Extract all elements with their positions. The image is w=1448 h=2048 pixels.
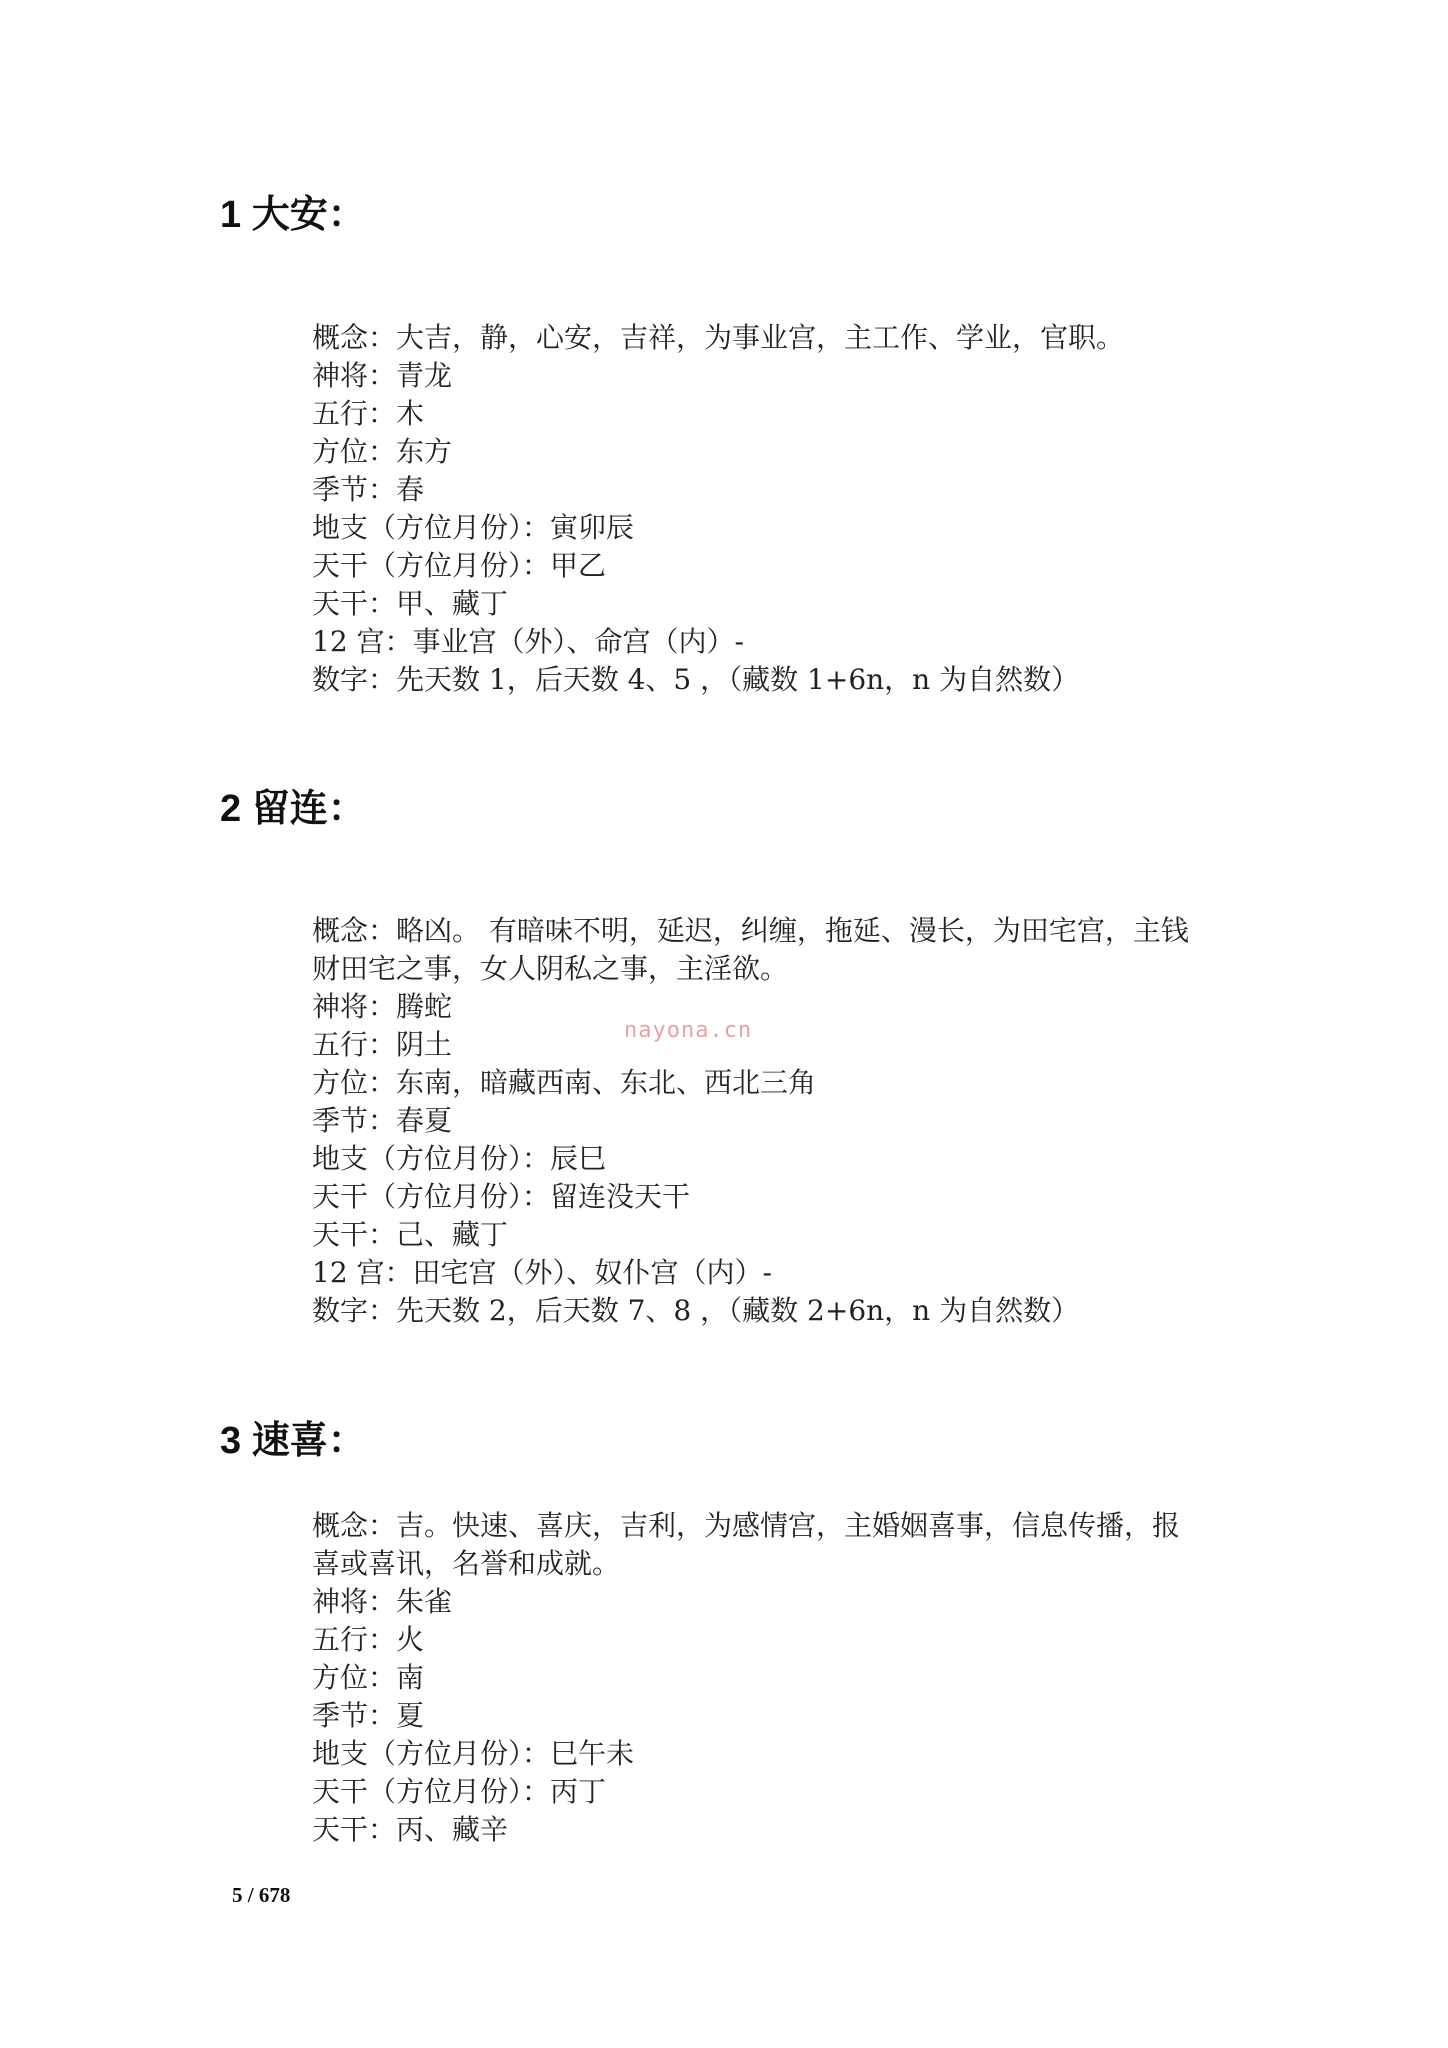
section-2-line: 神将：腾蛇 bbox=[312, 990, 453, 1023]
section-1-line: 五行：木 bbox=[312, 397, 425, 430]
page-number: 5 / 678 bbox=[232, 1883, 291, 1907]
section-3-lines bbox=[312, 1507, 1272, 1849]
section-2-line: 季节：春夏 bbox=[312, 1104, 453, 1137]
section-3-line: 方位：南 bbox=[312, 1661, 425, 1694]
section-2-lines bbox=[312, 912, 1272, 1330]
section-2-line: 财田宅之事，女人阴私之事，主淫欲。 bbox=[312, 952, 789, 985]
section-2-line: 天干（方位月份）：留连没天干 bbox=[312, 1180, 691, 1213]
section-1-line: 天干（方位月份）：甲乙 bbox=[312, 549, 607, 582]
section-1-line: 神将：青龙 bbox=[312, 359, 453, 392]
watermark: nayona.cn bbox=[624, 1018, 753, 1043]
section-1-line: 天干：甲、藏丁 bbox=[312, 587, 509, 620]
section-1-heading: 1 大安： bbox=[220, 194, 366, 236]
section-2-line: 天干：己、藏丁 bbox=[312, 1218, 509, 1251]
section-2-line: 数字：先天数 2，后天数 7、8 ，（藏数 2+6n，n 为自然数） bbox=[312, 1294, 1080, 1327]
section-2-line: 五行：阴土 bbox=[312, 1028, 453, 1061]
section-2-line: 概念：略凶。 有暗味不明，延迟，纠缠，拖延、漫长，为田宅宫，主钱 bbox=[312, 914, 1189, 947]
section-1-line: 季节：春 bbox=[312, 473, 425, 506]
section-3-heading: 3 速喜： bbox=[220, 1420, 366, 1462]
section-1-line: 12 宫：事业宫（外）、命宫（内）- bbox=[312, 625, 744, 658]
section-3-line: 喜或喜讯，名誉和成就。 bbox=[312, 1547, 621, 1580]
section-2-line: 方位：东南，暗藏西南、东北、西北三角 bbox=[312, 1066, 817, 1099]
section-3-line: 五行：火 bbox=[312, 1623, 425, 1656]
section-1-line: 概念：大吉，静，心安，吉祥，为事业宫，主工作、学业，官职。 bbox=[312, 321, 1125, 354]
section-3-line: 概念：吉。快速、喜庆，吉利，为感情宫，主婚姻喜事，信息传播，报 bbox=[312, 1509, 1181, 1542]
section-2-line: 地支（方位月份）：辰巳 bbox=[312, 1142, 607, 1175]
section-1-lines bbox=[312, 319, 1272, 699]
section-1-line: 方位：东方 bbox=[312, 435, 453, 468]
section-3-line: 季节：夏 bbox=[312, 1699, 425, 1732]
section-2-line: 12 宫：田宅宫（外）、奴仆宫（内）- bbox=[312, 1256, 772, 1289]
section-3-line: 神将：朱雀 bbox=[312, 1585, 453, 1618]
section-1-line: 地支（方位月份）：寅卯辰 bbox=[312, 511, 635, 544]
section-2-heading: 2 留连： bbox=[220, 788, 366, 830]
section-3-line: 天干：丙、藏辛 bbox=[312, 1813, 509, 1846]
section-1-line: 数字：先天数 1，后天数 4、5 ，（藏数 1+6n，n 为自然数） bbox=[312, 663, 1080, 696]
section-3-line: 地支（方位月份）：巳午未 bbox=[312, 1737, 635, 1770]
section-3-line: 天干（方位月份）：丙丁 bbox=[312, 1775, 607, 1808]
